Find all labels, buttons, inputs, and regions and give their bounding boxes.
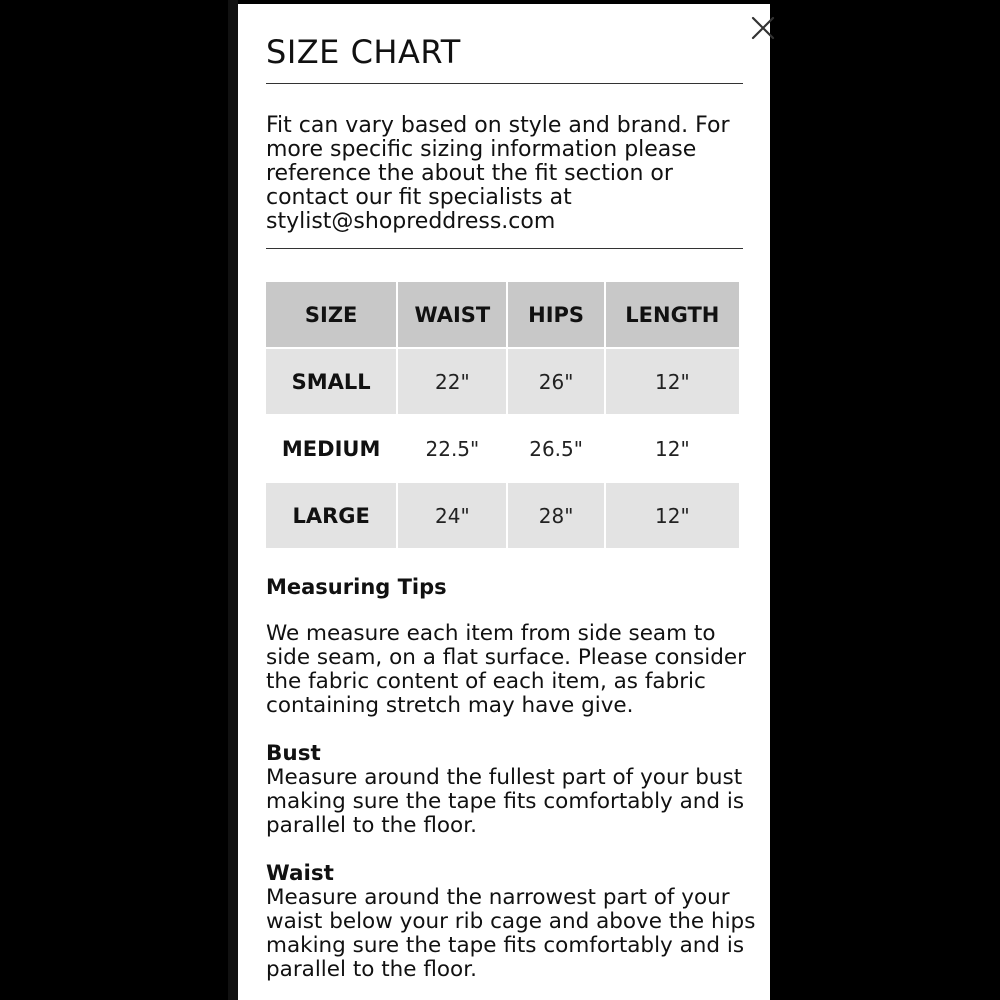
divider	[266, 83, 743, 84]
header-hips: HIPS	[508, 282, 603, 347]
bust-tip	[266, 742, 756, 838]
table-row	[266, 416, 739, 481]
close-icon	[749, 14, 777, 42]
table-row	[266, 349, 739, 414]
waist-cell: 22"	[398, 349, 506, 414]
measuring-tips	[266, 574, 756, 1000]
header-waist: WAIST	[398, 282, 506, 347]
tips-general-text: We measure each item from side seam to side seam, on a flat surface. Please consider the fabric content of each item, as fabric containing stretch may have give.	[266, 621, 746, 718]
size-chart-modal	[238, 4, 770, 1000]
tips-heading: Measuring Tips	[266, 575, 447, 599]
hips-cell: 28"	[508, 483, 603, 548]
hips-cell: 26.5"	[508, 416, 603, 481]
divider	[266, 248, 743, 249]
length-cell: 12"	[606, 349, 739, 414]
hips-cell: 26"	[508, 349, 603, 414]
size-cell: MEDIUM	[266, 416, 396, 481]
intro-text: Fit can vary based on style and brand. For more specific sizing information please reference the about the fit section or contact our fit specialists at stylist@shopreddress.com	[266, 113, 730, 234]
size-table	[264, 280, 741, 550]
waist-cell: 22.5"	[398, 416, 506, 481]
header-length: LENGTH	[606, 282, 739, 347]
close-button[interactable]	[749, 14, 777, 42]
bust-title: Bust	[266, 741, 321, 766]
length-cell: 12"	[606, 483, 739, 548]
bust-text: Measure around the fullest part of your bust making sure the tape fits comfortably and is parallel to the floor.	[266, 765, 745, 838]
modal-title: SIZE CHART	[266, 33, 461, 71]
header-size: SIZE	[266, 282, 396, 347]
table-header-row	[266, 282, 739, 347]
waist-text: Measure around the narrowest part of your waist below your rib cage and above the hips making sure the tape fits comfortably and is parallel to the floor.	[266, 885, 756, 982]
length-cell: 12"	[606, 416, 739, 481]
waist-cell: 24"	[398, 483, 506, 548]
waist-tip	[266, 862, 756, 982]
size-cell: SMALL	[266, 349, 396, 414]
waist-title: Waist	[266, 861, 334, 886]
table-row	[266, 483, 739, 548]
size-cell: LARGE	[266, 483, 396, 548]
backdrop-edge	[228, 0, 238, 1000]
